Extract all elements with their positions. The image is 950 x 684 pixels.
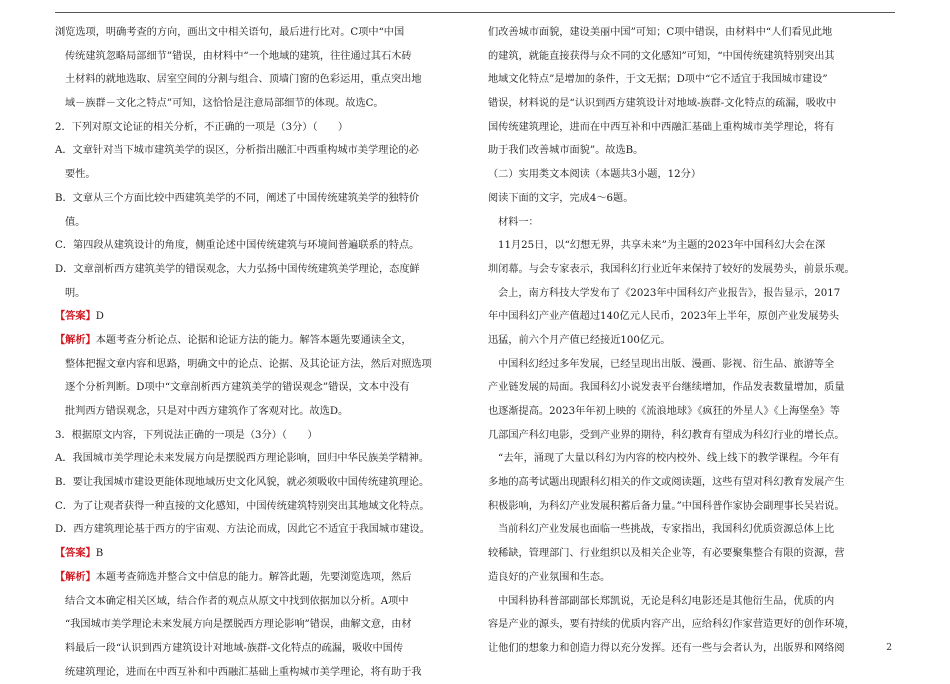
text-line <box>488 116 838 140</box>
line-text: 当前科幻产业发展也面临一些挑战，专家指出，我国科幻优质资源总体上比 <box>498 524 835 536</box>
line-text: 中国科幻经过多年发展，已经呈现出出版、漫画、影视、衍生品、旅游等全 <box>498 358 835 370</box>
line-text: 较稀缺，管理部门、行业组织以及相关企业等，有必要聚集整合有限的资源，营 <box>488 548 845 560</box>
right-text-column <box>488 21 855 661</box>
line-text: 容是产业的源头，要有持续的优质内容产出，应给科幻作家营造更好的创作环境， <box>488 619 855 631</box>
line-text: 域－族群－文化之特点”可知，这恰恰是注意局部细节的体现。故选C。 <box>65 98 384 110</box>
line-text: 迅猛，前六个月产值已经接近100亿元。 <box>488 334 671 346</box>
line-text: 会上，南方科技大学发布了《2023年中国科幻产业报告》，报告显示，2017 <box>498 287 841 299</box>
line-text: 明。 <box>65 287 86 299</box>
text-line <box>55 258 420 282</box>
text-line <box>488 282 841 306</box>
text-line <box>55 305 415 329</box>
line-text: D <box>95 311 104 323</box>
text-line <box>55 282 415 306</box>
text-line <box>55 329 415 353</box>
line-text: 传统建筑忽略局部细节”错误，由材料中“一个地域的建筑，往往通过其石木砖 <box>65 50 412 62</box>
text-line <box>488 471 845 495</box>
line-text: 2．下列对原文论证的相关分析，不正确的一项是（3分）（ ） <box>55 121 349 133</box>
line-text: 料最后一段“认识到西方建筑设计对地域-族群-文化特点的疏漏，吸收中国传 <box>65 642 404 654</box>
text-line <box>55 376 415 400</box>
text-line <box>55 21 415 45</box>
line-text: A．文章针对当下城市建筑美学的误区，分析指出融汇中西重构城市美学理论的必 <box>55 145 419 157</box>
analysis-tag: 【解析】 <box>55 570 96 583</box>
line-text: B <box>95 548 104 560</box>
line-text: 本题考查分析论点、论据和论证方法的能力。解答本题先要通读全文， <box>95 334 412 346</box>
line-text: 结合文本确定相关区域，结合作者的观点从原文中找到依据加以分析。A项中 <box>65 595 409 607</box>
text-line <box>488 21 838 45</box>
page-number: 2 <box>886 643 892 653</box>
text-line <box>488 400 838 424</box>
line-text: 11月25日，以“幻想无界，共享未来”为主题的2023年中国科幻大会在深 <box>498 240 826 252</box>
text-line <box>55 187 420 211</box>
line-text: D．西方建筑理论基于西方的宇宙观、方法论而成，因此它不适宜于我国城市建设。 <box>55 524 430 536</box>
line-text: 国传统建筑理论，进而在中西互补和中西融汇基础上重构城市美学理论，将有 <box>488 121 835 133</box>
line-text: 土材料的就地选取、居室空间的分割与组合、顶墙门窗的色彩运用，重点突出地 <box>65 74 422 86</box>
text-line <box>488 613 855 637</box>
line-text: 多地的高考试题出现跟科幻相关的作文或阅读题，这些有望对科幻教育发展产生 <box>488 477 845 489</box>
text-line <box>488 637 845 661</box>
header-rule <box>55 12 895 13</box>
text-line <box>488 542 845 566</box>
text-line <box>55 68 422 92</box>
text-line <box>55 495 430 519</box>
text-line <box>488 163 838 187</box>
text-line <box>55 613 415 637</box>
line-text: B．要让我国城市建设更能体现地域历史文化风貌，就必须吸收中国传统建筑理论。 <box>55 477 430 489</box>
text-line <box>488 258 855 282</box>
text-line <box>488 495 845 519</box>
line-text: B．文章从三个方面比较中西建筑美学的不同，阐述了中国传统建筑美学的独特价 <box>55 192 420 204</box>
line-text: 的建筑，就能直接获得与众不同的文化感知”可知，“中国传统建筑特别突出其 <box>488 50 835 62</box>
line-text: 几部国产科幻电影，受到产业界的期待，科幻教育有望成为科幻行业的增长点。 <box>488 429 845 441</box>
line-text: 圳闭幕。与会专家表示，我国科幻行业近年来保持了较好的发展势头，前景乐观。 <box>488 263 855 275</box>
line-text: 要性。 <box>65 169 96 181</box>
line-text: 值。 <box>65 216 86 228</box>
text-line <box>55 353 432 377</box>
text-line <box>55 424 415 448</box>
text-line <box>55 234 420 258</box>
line-text: （二）实用类文本阅读（本题共3小题，12分） <box>488 169 702 181</box>
text-line <box>55 542 415 566</box>
line-text: 地域文化特点”是增加的条件，于文无据；D项中“它不适宜于我国城市建设” <box>488 74 828 86</box>
text-line <box>488 424 845 448</box>
text-line <box>488 68 838 92</box>
text-line <box>55 92 415 116</box>
text-line <box>488 353 838 377</box>
line-text: 统建筑理论，进而在中西互补和中西融汇基础上重构城市美学理论，将有助于我 <box>65 666 422 678</box>
text-line <box>488 590 838 614</box>
text-line <box>55 45 415 69</box>
line-text: 本题考查筛选并整合文中信息的能力。解答此题，先要浏览选项，然后 <box>95 571 412 583</box>
line-text: “去年，涌现了大量以科幻为内容的校内校外、线上线下的教学课程。今年有 <box>498 453 840 465</box>
answer-tag: 【答案】 <box>55 310 96 323</box>
left-text-column <box>55 21 432 684</box>
text-line <box>55 163 415 187</box>
text-line <box>55 518 430 542</box>
line-text: 中国科协科普部副部长郑凯说，无论是科幻电影还是其他衍生品，优质的内 <box>498 595 835 607</box>
text-line <box>488 45 838 69</box>
text-line <box>488 518 838 542</box>
line-text: 逐个分析判断。D项中“文章剖析西方建筑美学的错误观念”错误，文本中没有 <box>65 382 410 394</box>
line-text: D．文章剖析西方建筑美学的错误观念，大力弘扬中国传统建筑美学理论，态度鲜 <box>55 263 420 275</box>
text-line <box>488 139 838 163</box>
line-text: 产业链发展的局面。我国科幻小说发表平台继续增加，作品发表数量增加，质量 <box>488 382 845 394</box>
line-text: C．为了让观者获得一种直接的文化感知，中国传统建筑特别突出其地域文化特点。 <box>55 500 430 512</box>
text-line <box>55 139 419 163</box>
text-line <box>488 211 838 235</box>
text-line <box>488 566 838 590</box>
answer-tag: 【答案】 <box>55 547 96 560</box>
line-text: “我国城市美学理论未来发展方向是摆脱西方理论影响”错误，曲解文意，由材 <box>65 619 412 631</box>
text-line <box>55 590 415 614</box>
line-text: C．第四段从建筑设计的角度，侧重论述中国传统建筑与环境间普遍联系的特点。 <box>55 240 420 252</box>
line-text: 阅读下面的文字，完成4～6题。 <box>488 192 634 204</box>
text-line <box>488 329 838 353</box>
text-line <box>488 447 838 471</box>
line-text: 材料一： <box>498 216 539 228</box>
line-text: 积极影响，为科幻产业发展积蓄后备力量。”中国科普作家协会副理事长吴岩说。 <box>488 500 845 512</box>
line-text: 助于我们改善城市面貌”。故选B。 <box>488 145 644 157</box>
line-text: 批判西方错误观念，只是对中西方建筑作了客观对比。故选D。 <box>65 406 349 417</box>
line-text: 也逐渐提高。2023年年初上映的《流浪地球》《疯狂的外星人》《上海堡垒》等 <box>488 406 840 417</box>
line-text: 年中国科幻产业产值超过140亿元人民币，2023年上半年，原创产业发展势头 <box>488 311 839 323</box>
text-line <box>55 211 415 235</box>
line-text: 整体把握文章内容和思路，明确文中的论点、论据、及其论证方法，然后对照选项 <box>65 358 432 370</box>
text-line <box>55 661 422 684</box>
line-text: 们改善城市面貌，建设美丽中国”可知；C项中错误，由材料中“人们看见此地 <box>488 27 833 38</box>
text-line <box>55 400 415 424</box>
text-line <box>55 471 430 495</box>
text-line <box>488 376 845 400</box>
text-line <box>488 92 838 116</box>
analysis-tag: 【解析】 <box>55 333 96 346</box>
text-line <box>488 187 838 211</box>
line-text: 错误，材料说的是“认识到西方建筑设计对地域-族群-文化特点的疏漏，吸收中 <box>488 98 837 110</box>
line-text: 3．根据原文内容，下列说法正确的一项是（3分）（ ） <box>55 429 318 441</box>
text-line <box>55 447 430 471</box>
text-line <box>55 116 415 140</box>
text-line <box>55 566 415 590</box>
line-text: 造良好的产业氛围和生态。 <box>488 571 611 583</box>
text-line <box>488 234 838 258</box>
text-line <box>488 305 838 329</box>
line-text: A．我国城市美学理论未来发展方向是摆脱西方理论影响，回归中华民族美学精神。 <box>55 453 430 465</box>
line-text: 让他们的想象力和创造力得以充分发挥。还有一些与会者认为，出版界和网络阅 <box>488 642 845 654</box>
text-line <box>55 637 415 661</box>
line-text: 浏览选项，明确考查的方向，画出文中相关语句，最后进行比对。C项中“中国 <box>55 27 405 38</box>
